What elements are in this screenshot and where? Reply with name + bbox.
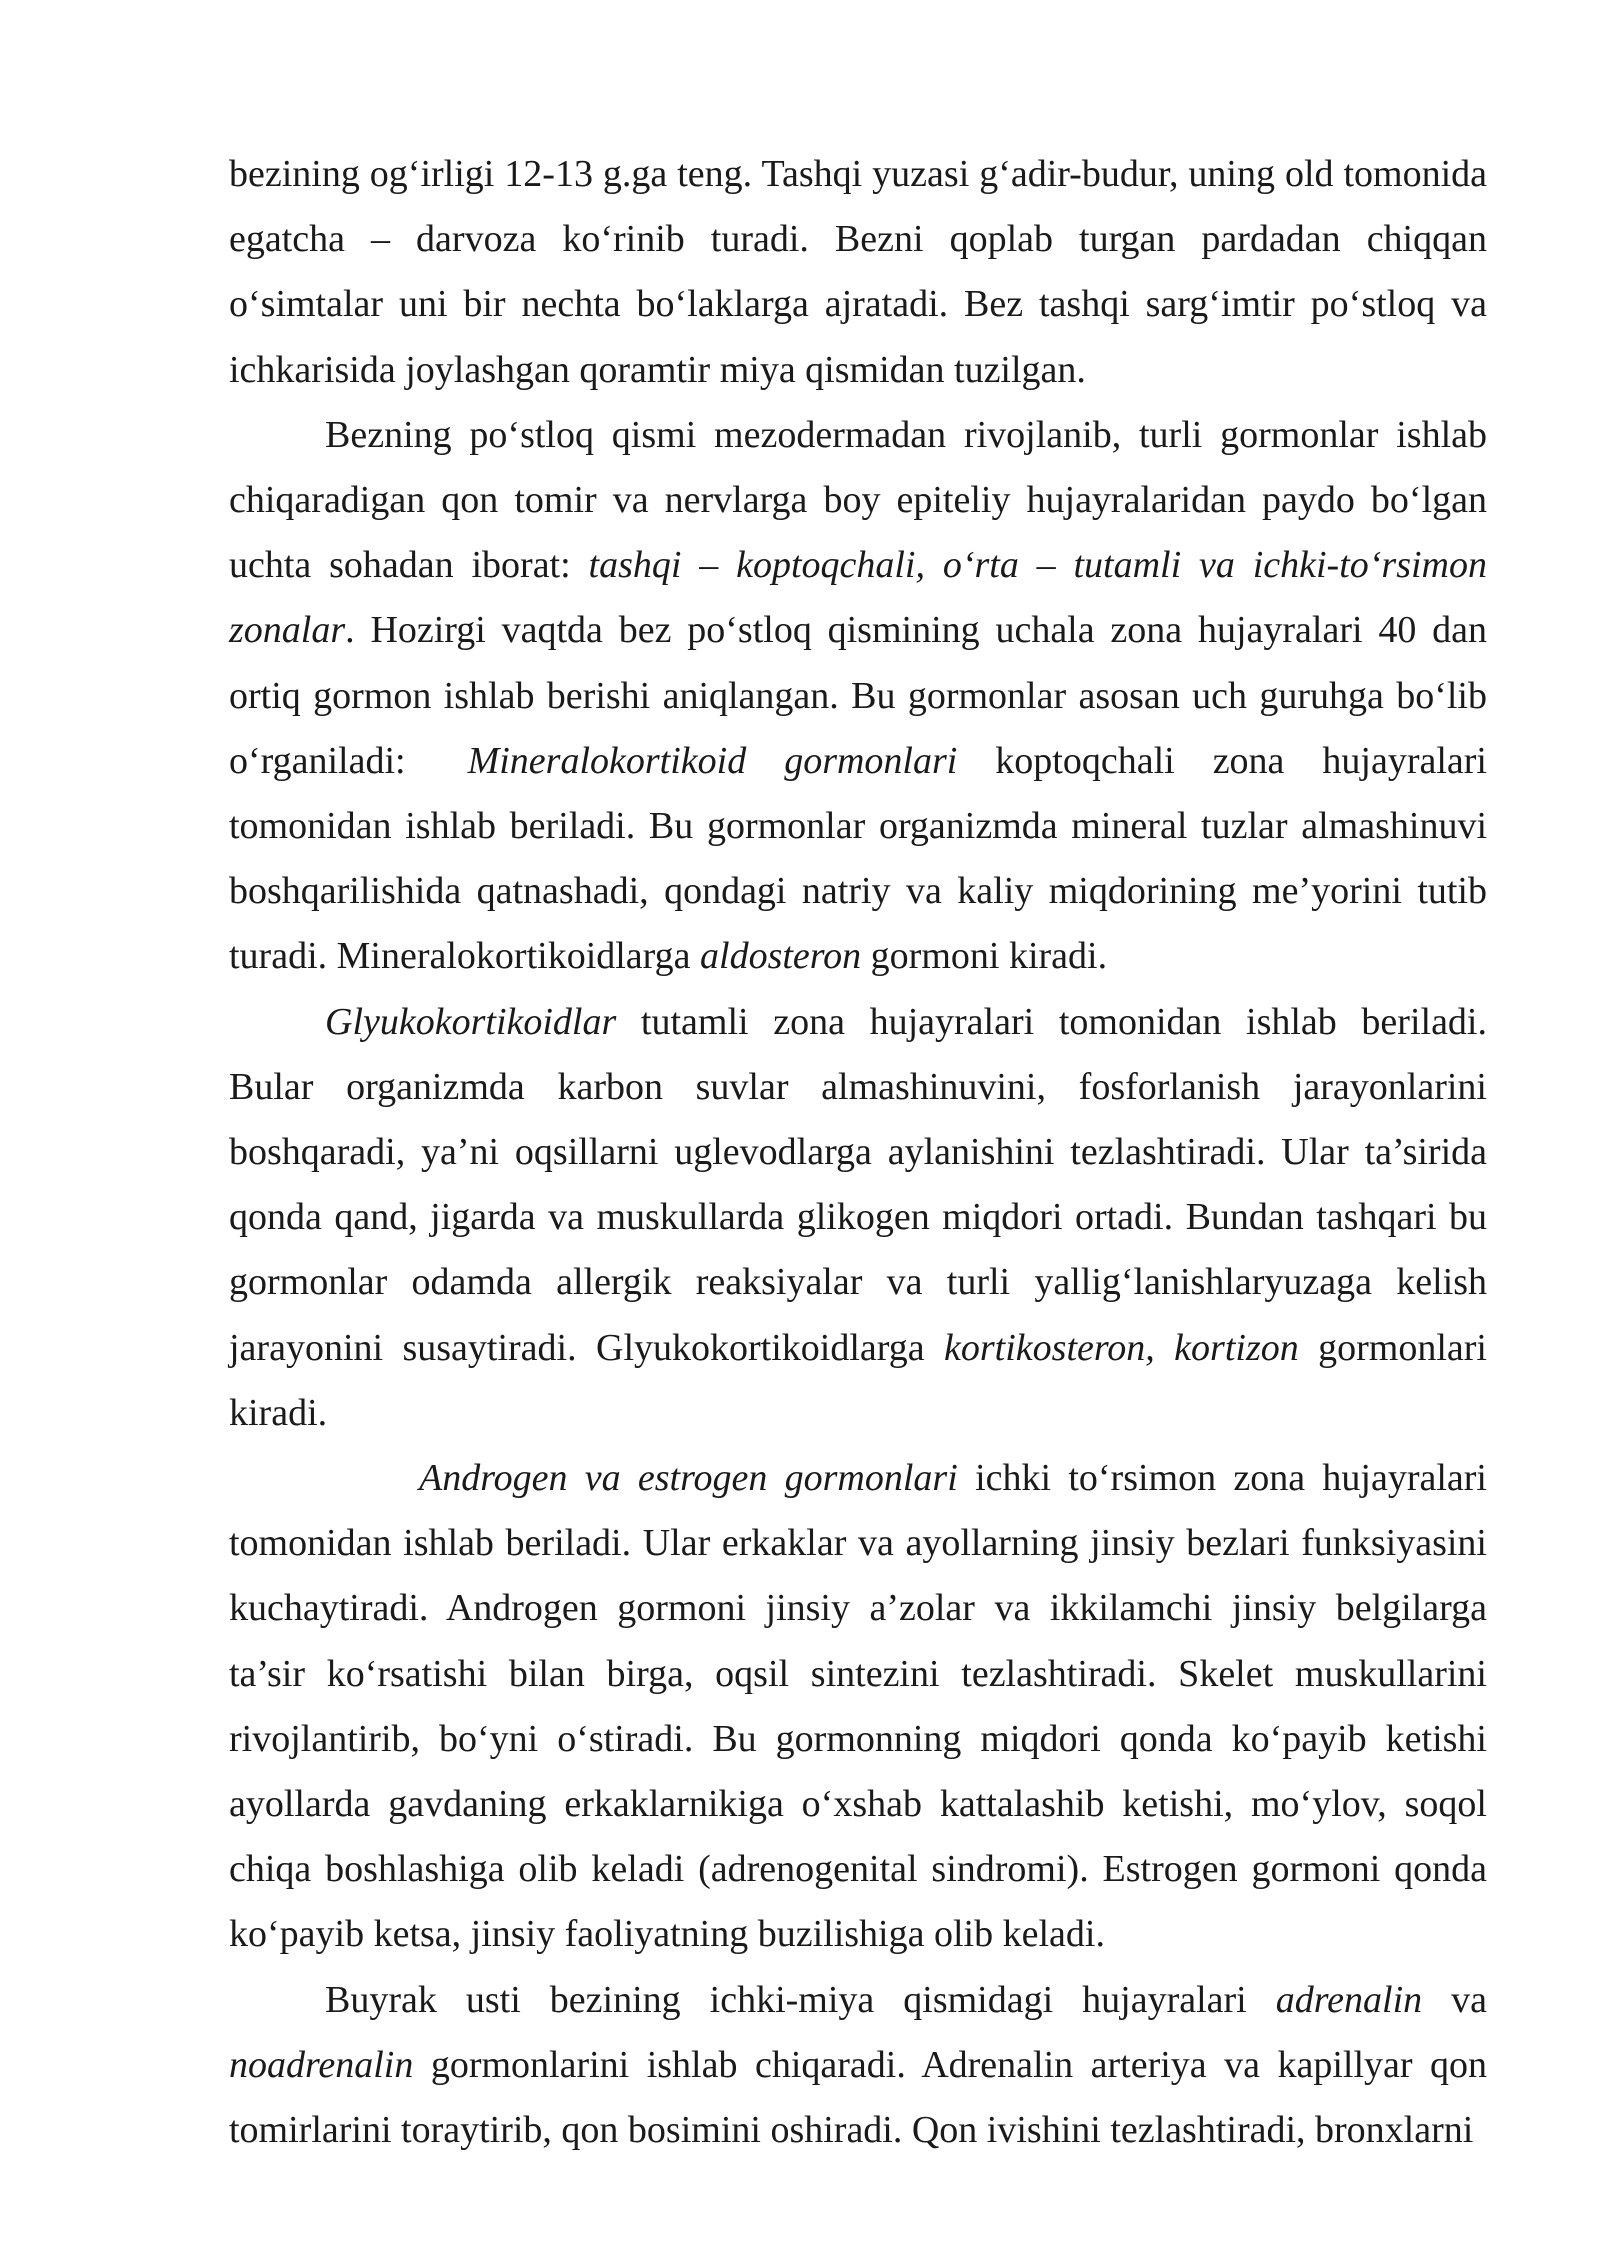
paragraph-4 [229,1446,1487,1968]
paragraph-2 [229,403,1487,990]
italic-noadrenalin-term: noadrenalin [229,2043,414,2086]
italic-zones-term: tashqi – koptoqchali, o‘rta – tutamli va ichki-to‘rsimon zonalar [229,544,1487,652]
italic-mineralokortikoid-term: Mineralokortikoid gormonlari [467,739,958,782]
italic-androgen-term: Androgen va estrogen gormonlari [419,1457,958,1500]
italic-kortikosteron-term: kortikosteron, kortizon [944,1326,1299,1369]
text-segment: bezining og‘irligi 12-13 g.ga teng. Tashqi yuzasi g‘adir-budur, uning old tomonida egatcha – darvoza ko‘rinib turadi. Bezni qoplab turgan pardadan chiqqan o‘simtalar uni bir nechta bo‘laklarga ajratadi. Bez tashqi sarg‘imtir po‘stloq va ichkarisida joylashgan qoramtir miya qismidan tuzilgan. [229,153,1487,391]
text-segment: gormonlarini ishlab chiqaradi. Adrenalin arteriya va kapillyar qon tomirlarini toraytirib, qon bosimini oshiradi. Qon ivishini tezlashtiradi, bronxlarni [229,2043,1487,2152]
italic-aldosteron-term: aldosteron [700,935,862,978]
paragraph-3 [229,990,1487,1446]
italic-adrenalin-term: adrenalin [1275,1978,1423,2021]
text-segment: Buyrak usti bezining ichki-miya qismidagi hujayralari [325,1978,1276,2021]
text-segment: Bezning po‘stloq qismi mezodermadan rivojlanib, turli gormonlar ishlab chiqaradigan qon tomir va nervlarga boy epiteliy hujayralaridan paydo bo‘lgan uchta sohadan iborat: [229,413,1487,587]
paragraph-5 [229,1968,1487,2164]
text-segment: koptoqchali zona hujayralari tomonidan ishlab beriladi. Bu gormonlar organizmda mineral tuzlar almashinuvi boshqarilishida qatnashadi, qondagi natriy va kaliy miqdorining me’yorini tutib turadi. Mineralokortikoidlarga [229,739,1487,978]
text-segment: gormoni kiradi. [861,935,1108,978]
text-segment: va [1422,1978,1488,2021]
document-page [229,142,1487,2163]
text-segment: . Hozirgi vaqtda bez po‘stloq qismining uchala zona hujayralari 40 dan ortiq gormon ishlab berishi aniqlangan. Bu gormonlar asosan uch guruhga bo‘lib o‘rganiladi: [229,609,1487,782]
text-segment: tutamli zona hujayralari tomonidan ishlab beriladi. Bular organizmda karbon suvlar almashinuvini, fosforlanish jarayonlarini boshqaradi, ya’ni oqsillarni uglevodlarga aylanishini tezlashtiradi. Ular ta’sirida qonda qand, jigarda va muskullarda glikogen miqdori ortadi. Bundan tashqari bu gormonlar odamda allergik reaksiyalar va turli yallig‘lanishlaryuzaga kelish jarayonini susaytiradi. Glyukokortikoidlarga [229,1000,1487,1369]
text-segment: gormonlari kiradi. [229,1326,1487,1434]
text-segment: ichki to‘rsimon zona hujayralari tomonidan ishlab beriladi. Ular erkaklar va ayollarning jinsiy bezlari funksiyasini kuchaytiradi. Androgen gormoni jinsiy a’zolar va ikkilamchi jinsiy belgilarga ta’sir ko‘rsatishi bilan birga, oqsil sintezini tezlashtiradi. Skelet muskullarini rivojlantirib, bo‘yni o‘stiradi. Bu gormonning miqdori qonda ko‘payib ketishi ayollarda gavdaning erkaklarnikiga o‘xshab kattalashib ketishi, mo‘ylov, soqol chiqa boshlashiga olib keladi (adrenogenital sindromi). Estrogen gormoni qonda ko‘payib ketsa, jinsiy faoliyatning buzilishiga olib keladi. [229,1457,1487,1956]
paragraph-1 [229,142,1487,403]
italic-glyukokortikoid-term: Glyukokortikoidlar [325,1000,617,1043]
